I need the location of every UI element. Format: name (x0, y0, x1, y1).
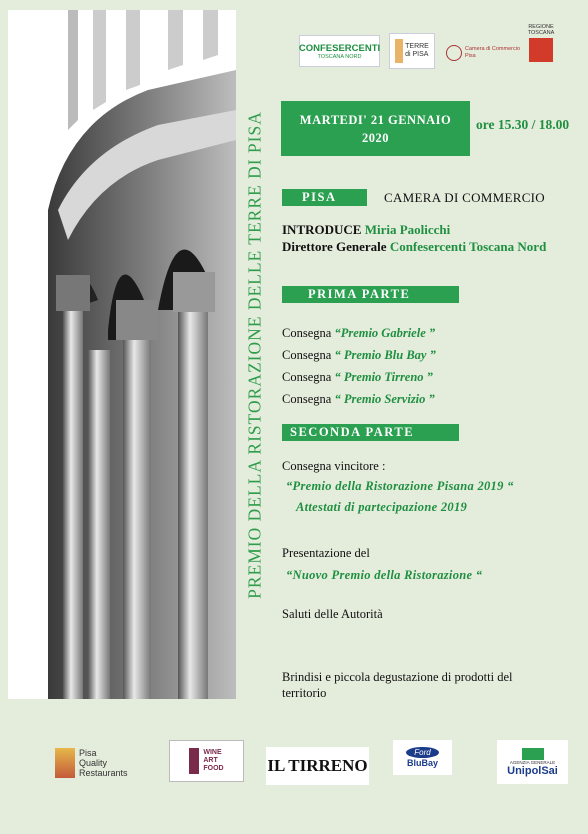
venue-label: CAMERA DI COMMERCIO (384, 190, 545, 205)
il-tirreno-text: IL TIRRENO (267, 756, 368, 775)
date-box (281, 101, 470, 156)
camera-commercio-logo (445, 40, 521, 66)
unipol-agency: AGENZIA GENERALE (509, 759, 556, 765)
wine-art-food-logo (169, 740, 244, 782)
prima-item-3 (282, 370, 433, 385)
item-award: “ Premio Servizio ” (334, 392, 435, 406)
introduce-name: Miria Paolicchi (364, 222, 451, 237)
confesercenti-sub: TOSCANA NORD (317, 53, 362, 60)
pqr-icon (55, 748, 75, 778)
consegna-vincitore: Consegna vincitore : (282, 459, 386, 473)
tower-photo (8, 10, 236, 699)
nuovo-premio: “Nuovo Premio della Ristorazione “ (286, 568, 483, 582)
terre-line1: TERRE (405, 43, 429, 50)
wine-bottle-icon (189, 748, 199, 774)
tower-icon (395, 39, 403, 63)
pegasus-icon (529, 38, 553, 62)
item-award: “ Premio Blu Bay ” (334, 348, 436, 362)
item-prefix: Consegna (282, 370, 332, 384)
regione-toscana-logo (525, 24, 557, 68)
wine-line3: FOOD (203, 765, 224, 772)
item-award: “ Premio Tirreno ” (334, 370, 433, 384)
camera-line1: Camera di Commercio (464, 46, 520, 52)
seconda-parte-bar (282, 424, 459, 441)
premio-ristorazione: “Premio della Ristorazione Pisana 2019 “ (286, 479, 514, 493)
pqr-line3: Restaurants (79, 768, 128, 778)
brindisi-line1: Brindisi e piccola degustazione di prodotti del (282, 670, 513, 684)
unipolsai-logo (497, 740, 568, 784)
ford-blubay-logo (393, 740, 452, 775)
vertical-title-text: PREMIO DELLA RISTORAZIONE DELLE TERRE DI PISA (244, 111, 265, 599)
regione-line1: REGIONE (528, 24, 554, 30)
prima-item-1 (282, 326, 435, 341)
city-bar (282, 189, 367, 206)
terre-di-pisa-logo (389, 33, 435, 69)
introduce-label: INTRODUCE (282, 222, 362, 237)
il-tirreno-logo (266, 747, 369, 785)
seconda-parte-title: SECONDA PARTE (290, 425, 415, 439)
attestati: Attestati di partecipazione 2019 (296, 500, 468, 514)
seal-icon (446, 45, 462, 61)
date-line2: 2020 (362, 130, 389, 145)
pqr-line1: Pisa (79, 748, 97, 758)
intro-line-2 (282, 239, 546, 255)
prima-parte-bar (282, 286, 459, 303)
item-prefix: Consegna (282, 392, 332, 406)
confesercenti-logo (299, 35, 380, 67)
wine-line2: ART (203, 757, 218, 764)
unipol-name: UnipolSai (507, 764, 558, 777)
role-label: Direttore Generale (282, 239, 387, 254)
confesercenti-name: CONFESERCENTI (298, 42, 381, 54)
saluti-autorita: Saluti delle Autorità (282, 607, 383, 621)
terre-line2: di PISA (405, 51, 429, 58)
date-line1: MARTEDI' 21 GENNAIO (299, 112, 452, 127)
ford-brand: Ford (406, 747, 438, 758)
tower-illustration (8, 10, 236, 699)
regione-line2: TOSCANA (527, 30, 555, 36)
prima-item-2 (282, 348, 436, 363)
city-label: PISA (302, 190, 337, 204)
item-award: “Premio Gabriele ” (334, 326, 436, 340)
camera-line2: Pisa (464, 53, 476, 59)
item-prefix: Consegna (282, 326, 332, 340)
pqr-line2: Quality (79, 758, 108, 768)
event-time: ore 15.30 / 18.00 (476, 117, 570, 132)
wine-line1: WINE (203, 749, 222, 756)
vertical-title (241, 30, 269, 680)
unipol-icon (522, 748, 544, 760)
item-prefix: Consegna (282, 348, 332, 362)
pqr-logo (55, 738, 143, 788)
prima-item-4 (282, 392, 435, 407)
presentazione: Presentazione del (282, 546, 370, 560)
role-org: Confesercenti Toscana Nord (389, 239, 547, 254)
blubay-name: BluBay (406, 758, 438, 768)
intro-line-1 (282, 222, 450, 238)
prima-parte-title: PRIMA PARTE (308, 287, 411, 301)
brindisi-line2: territorio (282, 686, 327, 700)
